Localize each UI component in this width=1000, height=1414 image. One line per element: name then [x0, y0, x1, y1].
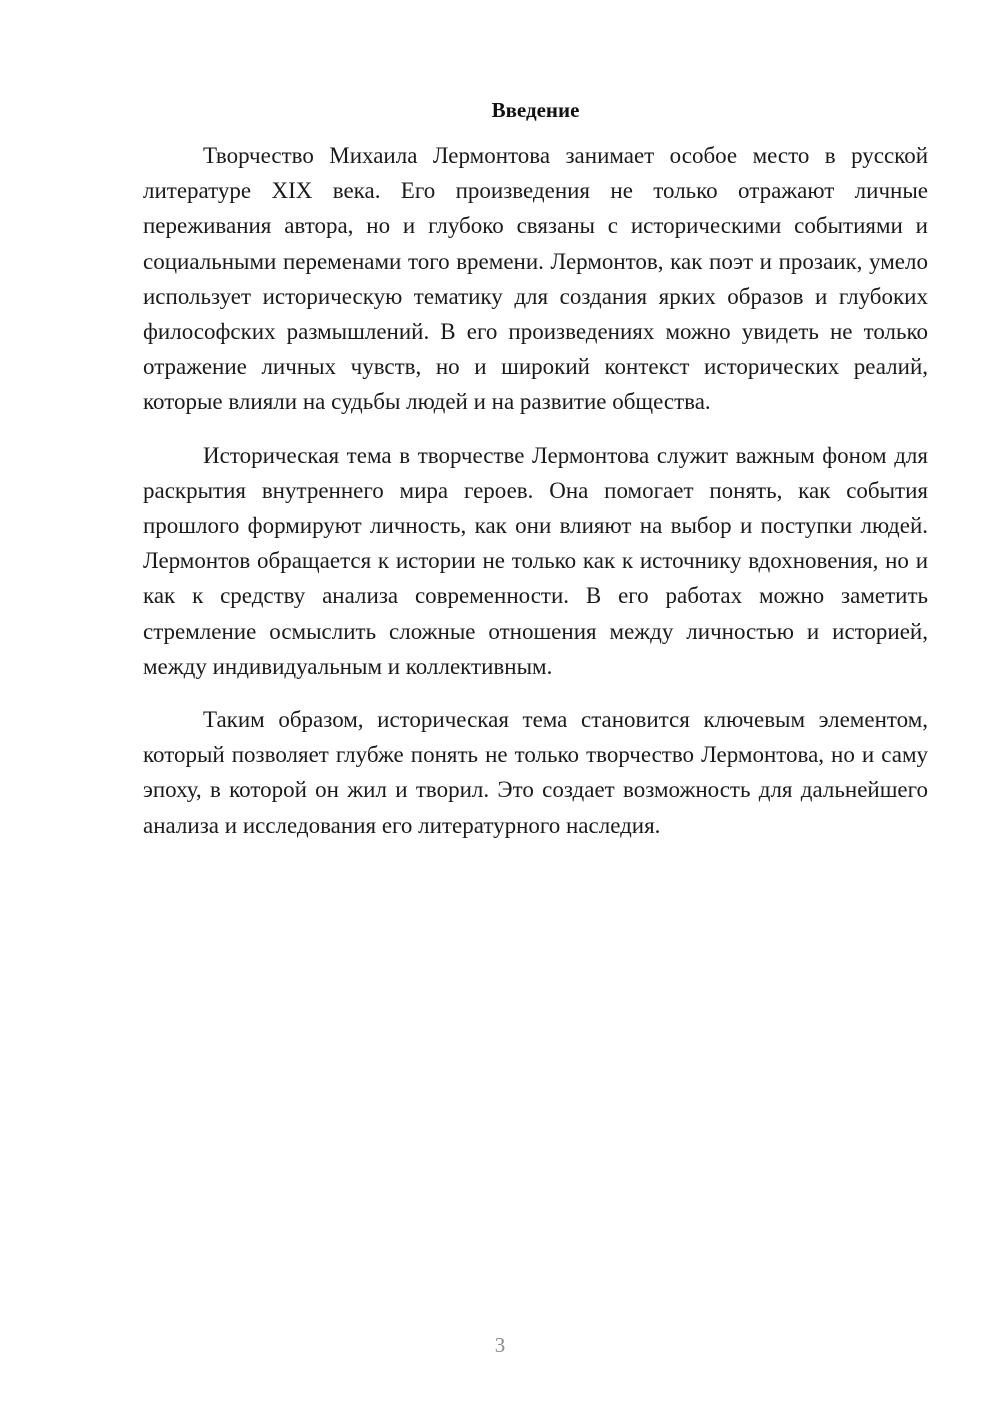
- paragraph-2: Историческая тема в творчестве Лермонтова служит важным фоном для раскрытия внутреннего мира героев. Она помогает понять, как события прошлого формируют личность, как они влияют на выбор и поступки людей. Лермонтов обращается к истории не только как к источнику вдохновения, но и как к средству анализа современности. В его работах можно заметить стремление осмыслить сложные отношения между личностью и историей, между индивидуальным и коллективным.: [143, 442, 928, 679]
- paragraph-3: Таким образом, историческая тема становится ключевым элементом, который позволяет глубже понять не только творчество Лермонтова, но и саму эпоху, в которой он жил и творил. Это создает возможность для дальнейшего анализа и исследования его литературного наследия.: [143, 707, 928, 838]
- page-content: [143, 92, 928, 861]
- section-title: Введение: [491, 98, 580, 122]
- paragraph-1: Творчество Михаила Лермонтова занимает особое место в русской литературе XIX века. Его произведения не только отражают личные переживания автора, но и глубоко связаны с историческими событиями и социальными переменами того времени. Лермонтов, как поэт и прозаик, умело использует историческую тематику для создания ярких образов и глубоких философских размышлений. В его произведениях можно увидеть не только отражение личных чувств, но и широкий контекст исторических реалий, которые влияли на судьбы людей и на развитие общества.: [143, 143, 928, 415]
- page-number: 3: [494, 1333, 506, 1357]
